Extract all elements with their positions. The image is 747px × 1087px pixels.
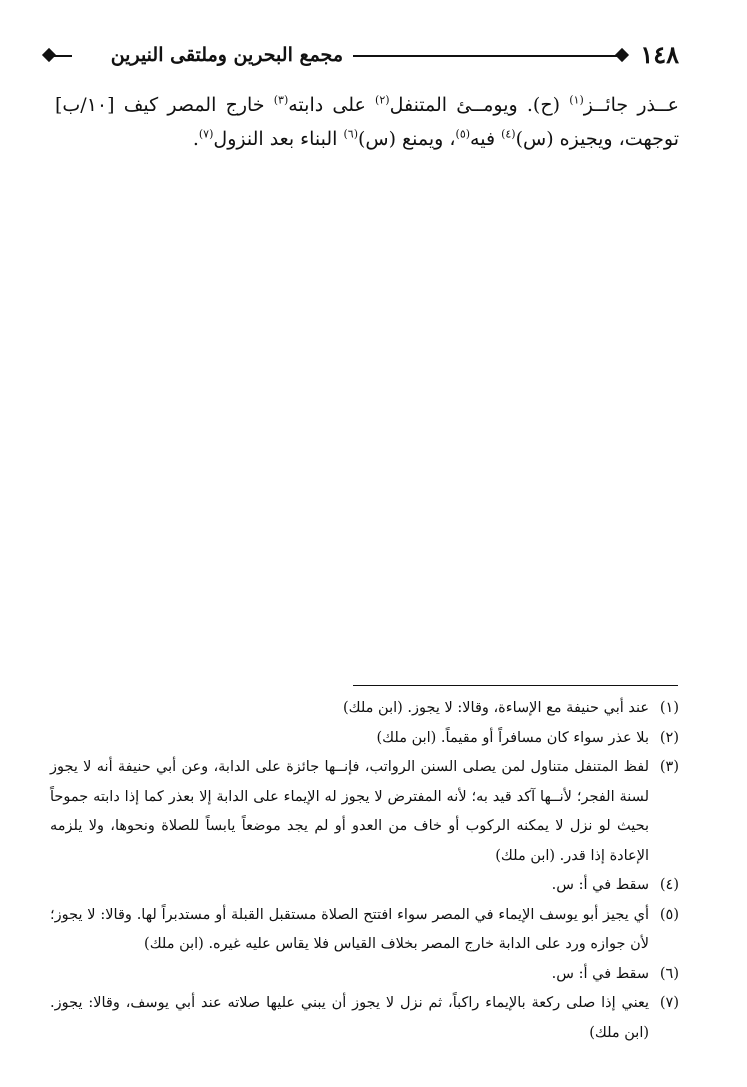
footnote-text: يعني إذا صلى ركعة بالإيماء راكباً، ثم نزل لا يجوز أن يبني عليها صلاته عند أبي يوسف، وقالا: يجوز. (ابن ملك) (50, 995, 649, 1041)
footnote-ref: (٦) (343, 127, 358, 141)
main-text-segment: ، ويمنع (س) (357, 128, 456, 150)
footnote-text: سقط في أ: س. (551, 965, 649, 982)
footnote-ref: (١) (569, 93, 584, 107)
footnote-text: سقط في أ: س. (551, 877, 649, 893)
footnote (50, 960, 679, 990)
footnote-ref: (٢) (375, 93, 390, 107)
main-text-segment: على دابته (288, 94, 376, 116)
footnote-number: (٤) (659, 877, 679, 893)
book-title: مجمع البحرين وملتقى النيرين (110, 44, 343, 66)
footnote-text: بلا عذر سواء كان مسافراً أو مقيماً. (ابن ملك) (376, 729, 649, 746)
footnote (50, 753, 679, 871)
footnote-ref: (٣) (273, 93, 289, 107)
footnote-text: عند أبي حنيفة مع الإساءة، وقالا: لا يجوز. (ابن ملك) (342, 700, 649, 716)
footnote (50, 871, 679, 901)
footnote-separator (353, 685, 678, 686)
footnote-ref: (٧) (198, 127, 214, 141)
footnote-ref: (٥) (455, 127, 471, 141)
footnote (50, 724, 679, 754)
header-diamond-left (42, 48, 56, 62)
footnote-number: (٢) (659, 729, 679, 746)
main-text-segment: البناء بعد النزول (213, 128, 344, 150)
main-text-segment: . (192, 128, 199, 150)
main-text-segment: خارج المصر كيف [١٠/ب] توجهت، ويجيزه (س) (55, 94, 679, 150)
footnote (50, 989, 679, 1048)
footnote (50, 694, 679, 724)
page-number: ١٤٨ (640, 40, 679, 69)
footnote-number: (٣) (659, 759, 679, 775)
footnote-number: (٧) (659, 995, 679, 1011)
footnote-number: (٦) (659, 965, 679, 982)
footnote (50, 901, 679, 960)
main-text-segment: فيه (470, 128, 502, 150)
footnote-text: أي يجيز أبو يوسف الإيماء في المصر سواء افتتح الصلاة مستقبل القبلة أو مستدبراً لها. وقالا: لا يجوز؛ لأن جوازه ورد على الدابة خارج المصر بخلاف القياس فلا يقاس عليه غيره. (ابن ملك) (50, 906, 649, 952)
footnote-number: (٥) (659, 906, 679, 923)
footnote-ref: (٤) (501, 127, 516, 141)
main-text-segment: (ح). ويومــئ المتنفل (389, 94, 570, 116)
main-text (55, 88, 679, 156)
footnote-text: لفظ المتنفل متناول لمن يصلى السنن الرواتب، فإنــها جائزة على الدابة، وعن أبي حنيفة أنه لا يجوز لسنة الفجر؛ لأنــها آكد قيد به؛ لأنه المفترض لا يجوز له الإيماء على الدابة إلا بعذر كما إذا دابته جموحاً بحيث لو نزل لا يمكنه الركوب أو خاف من العدو أو لم يجد موضعاً يابساً للصلاة ونحوها، ولا يلزمه الإعادة إذا قدر. (ابن ملك) (50, 759, 649, 864)
main-text-segment: عــذر جائــز (583, 94, 679, 116)
header-rule-right (353, 55, 621, 57)
footnotes (50, 694, 679, 1048)
running-header (42, 38, 679, 72)
footnote-number: (١) (659, 700, 679, 716)
